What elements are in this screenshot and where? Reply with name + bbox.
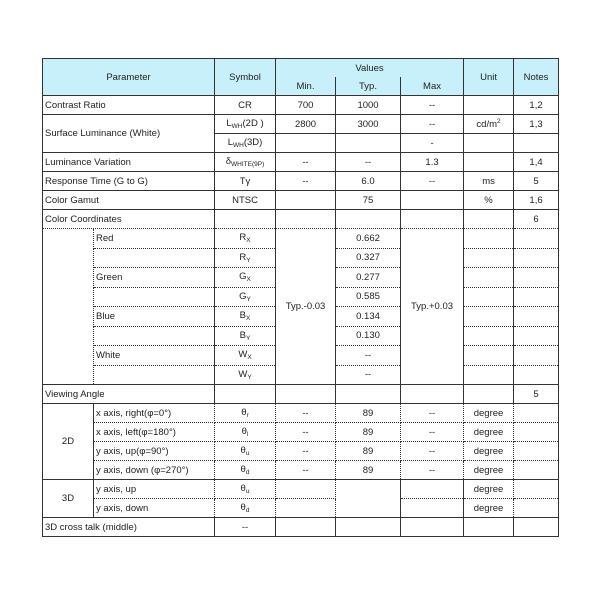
table-row-response: [43, 172, 559, 191]
unit-cell: [464, 248, 514, 268]
symbol-base: L: [226, 118, 232, 129]
symbol-cell: [215, 346, 276, 366]
symbol-cell: [215, 153, 276, 172]
label-cell: [94, 326, 215, 346]
table-row-viewing-2d: [43, 442, 559, 461]
unit-cell: [464, 518, 514, 537]
notes-cell: [514, 423, 559, 442]
symbol-base: θ: [240, 483, 246, 494]
symbol-sub: WHITE(9P): [231, 161, 265, 168]
max-cell: [401, 518, 464, 537]
notes-cell: [514, 480, 559, 499]
unit-cell: [464, 134, 514, 153]
table-row-viewing-2d: [43, 461, 559, 480]
symbol-cell: [215, 307, 276, 327]
max-cell: --: [401, 423, 464, 442]
header-unit: Unit: [464, 59, 514, 96]
label-cell: [94, 287, 215, 307]
symbol-cell: [215, 229, 276, 249]
unit-cell: degree: [464, 480, 514, 499]
min-cell: 2800: [276, 115, 336, 134]
header-parameter: Parameter: [43, 59, 215, 96]
header-typ: Typ.: [336, 77, 401, 96]
symbol-base: G: [239, 271, 247, 283]
notes-cell: 1,4: [514, 153, 559, 172]
notes-cell: [514, 307, 559, 327]
symbol-base: θ: [240, 445, 246, 456]
symbol-sub: WH: [231, 123, 243, 130]
symbol-suffix: (2D ): [242, 118, 264, 129]
param-cell: Color Gamut: [43, 191, 215, 210]
symbol-base: θ: [240, 464, 246, 475]
notes-cell: 5: [514, 385, 559, 404]
symbol-base: W: [238, 349, 248, 361]
param-cell: Contrast Ratio: [43, 96, 215, 115]
min-cell: Typ.-0.03: [276, 229, 336, 385]
notes-cell: [514, 499, 559, 518]
label-cell: Red: [94, 229, 215, 249]
symbol-cell: [215, 268, 276, 288]
label-cell: Blue: [94, 307, 215, 327]
notes-cell: 1,2: [514, 96, 559, 115]
table-row-gamut: [43, 191, 559, 210]
header-notes: Notes: [514, 59, 559, 96]
typ-cell: 75: [336, 191, 401, 210]
notes-cell: [514, 134, 559, 153]
typ-cell: 89: [336, 423, 401, 442]
typ-cell: 89: [336, 404, 401, 423]
symbol-base: B: [239, 329, 247, 341]
notes-cell: [514, 248, 559, 268]
symbol-suffix: (3D): [243, 137, 263, 148]
typ-cell: --: [336, 365, 401, 385]
min-cell: [276, 499, 336, 518]
typ-cell: 6.0: [336, 172, 401, 191]
symbol-base: δ: [225, 156, 232, 167]
symbol-sub: X: [246, 315, 251, 323]
notes-cell: [514, 287, 559, 307]
table-row-color-item: [43, 229, 559, 249]
table-row-viewing-3d: [43, 499, 559, 518]
label-cell: y axis, down: [94, 499, 215, 518]
symbol-sub: l: [246, 431, 249, 438]
max-cell: Typ.+0.03: [401, 229, 464, 385]
label-cell: y axis, up: [94, 480, 215, 499]
min-cell: 700: [276, 96, 336, 115]
unit-sup: 2: [497, 118, 501, 125]
notes-cell: 5: [514, 172, 559, 191]
symbol-cell: CR: [215, 96, 276, 115]
symbol-sub: Y: [247, 373, 252, 381]
typ-cell: [336, 385, 401, 404]
label-cell: y axis, up(φ=90°): [94, 442, 215, 461]
param-cell: 3D cross talk (middle): [43, 518, 215, 537]
param-cell: Color Coordinates: [43, 210, 215, 229]
typ-cell: 0.662: [336, 229, 401, 249]
notes-cell: [514, 442, 559, 461]
symbol-cell: [215, 461, 276, 480]
unit-cell: [464, 287, 514, 307]
header-max: Max: [401, 77, 464, 96]
label-cell: x axis, right(φ=0°): [94, 404, 215, 423]
header-row: [43, 59, 559, 78]
min-cell: [276, 134, 336, 153]
max-cell: --: [401, 96, 464, 115]
symbol-sub: u: [245, 488, 250, 495]
max-cell: [401, 499, 464, 518]
max-cell: --: [401, 115, 464, 134]
unit-cell: [464, 385, 514, 404]
symbol-base: R: [239, 251, 247, 263]
symbol-base: W: [238, 368, 248, 380]
max-cell: [401, 385, 464, 404]
symbol-sub: d: [245, 507, 250, 514]
unit-cell: [464, 268, 514, 288]
min-cell: --: [276, 153, 336, 172]
symbol-cell: [215, 404, 276, 423]
symbol-sub: Y: [246, 295, 251, 303]
unit-cell: [464, 365, 514, 385]
unit-cell: [464, 326, 514, 346]
unit-cell: [464, 307, 514, 327]
symbol-cell: [215, 326, 276, 346]
table-row-viewing-angle: [43, 385, 559, 404]
notes-cell: [514, 268, 559, 288]
typ-cell: 0.327: [336, 248, 401, 268]
unit-cell: [464, 153, 514, 172]
group-blank: [43, 229, 94, 385]
typ-cell: --: [336, 153, 401, 172]
max-cell: --: [401, 404, 464, 423]
symbol-sub: Y: [246, 334, 251, 342]
label-cell: [94, 365, 215, 385]
min-cell: --: [276, 461, 336, 480]
unit-cell: degree: [464, 404, 514, 423]
min-cell: [276, 518, 336, 537]
typ-cell: 1000: [336, 96, 401, 115]
typ-cell: 0.130: [336, 326, 401, 346]
table-row-color-coordinates: [43, 210, 559, 229]
symbol-sub: u: [245, 450, 250, 457]
unit-cell: degree: [464, 461, 514, 480]
max-cell: [401, 210, 464, 229]
unit-cell: %: [464, 191, 514, 210]
notes-cell: [514, 461, 559, 480]
min-cell: [276, 385, 336, 404]
label-cell: y axis, down (φ=270°): [94, 461, 215, 480]
header-values: Values: [276, 59, 464, 78]
specifications-table: [42, 58, 559, 537]
max-cell: --: [401, 461, 464, 480]
label-cell: [94, 248, 215, 268]
symbol-base: R: [239, 232, 247, 244]
symbol-sub: r: [246, 412, 249, 419]
symbol-base: θ: [241, 426, 247, 437]
symbol-cell: [215, 480, 276, 499]
unit-cell: degree: [464, 423, 514, 442]
notes-cell: [514, 404, 559, 423]
min-cell: --: [276, 442, 336, 461]
symbol-cell: [215, 499, 276, 518]
typ-cell: [336, 134, 401, 153]
header-min: Min.: [276, 77, 336, 96]
typ-cell: 0.277: [336, 268, 401, 288]
label-cell: Green: [94, 268, 215, 288]
symbol-cell: [215, 248, 276, 268]
max-cell: 1.3: [401, 153, 464, 172]
param-cell: Surface Luminance (White): [43, 115, 215, 153]
table-row-contrast: [43, 96, 559, 115]
max-cell: [401, 191, 464, 210]
symbol-cell: [215, 287, 276, 307]
table-row-viewing-2d: [43, 423, 559, 442]
max-cell: --: [401, 172, 464, 191]
param-cell: Response Time (G to G): [43, 172, 215, 191]
symbol-cell: NTSC: [215, 191, 276, 210]
unit-cell: [464, 115, 514, 134]
symbol-cell: [215, 115, 276, 134]
header-symbol: Symbol: [215, 59, 276, 96]
group-2d: 2D: [43, 404, 94, 480]
symbol-cell: [215, 442, 276, 461]
symbol-cell: [215, 134, 276, 153]
unit-cell: degree: [464, 499, 514, 518]
table-row-crosstalk: [43, 518, 559, 537]
unit-cell: [464, 96, 514, 115]
symbol-cell: [215, 210, 276, 229]
typ-cell: [336, 210, 401, 229]
typ-cell: [336, 480, 401, 518]
param-cell: Luminance Variation: [43, 153, 215, 172]
symbol-base: L: [227, 137, 233, 148]
min-cell: [276, 480, 336, 499]
typ-cell: --: [336, 346, 401, 366]
label-cell: White: [94, 346, 215, 366]
symbol-sub: WH: [233, 142, 244, 149]
typ-cell: 89: [336, 461, 401, 480]
unit-cell: [464, 210, 514, 229]
typ-cell: 89: [336, 442, 401, 461]
unit-cell: [464, 229, 514, 249]
min-cell: [276, 210, 336, 229]
symbol-base: θ: [241, 407, 247, 418]
unit-cell: ms: [464, 172, 514, 191]
min-cell: --: [276, 404, 336, 423]
symbol-sub: Y: [246, 256, 251, 264]
table-row-surface-2d: [43, 115, 559, 134]
symbol-cell: Tγ: [215, 172, 276, 191]
table-row-lumvar: [43, 153, 559, 172]
symbol-base: B: [239, 310, 247, 322]
max-cell: -: [401, 134, 464, 153]
notes-cell: 6: [514, 210, 559, 229]
unit-base: cd/m: [476, 119, 498, 130]
min-cell: --: [276, 172, 336, 191]
table-row-viewing-2d: [43, 404, 559, 423]
typ-cell: [336, 518, 401, 537]
symbol-sub: X: [246, 237, 251, 245]
symbol-cell: [215, 385, 276, 404]
notes-cell: [514, 346, 559, 366]
notes-cell: [514, 365, 559, 385]
min-cell: --: [276, 423, 336, 442]
typ-cell: 3000: [336, 115, 401, 134]
typ-cell: 0.585: [336, 287, 401, 307]
symbol-sub: X: [247, 354, 252, 362]
symbol-sub: d: [245, 469, 250, 476]
symbol-cell: --: [215, 518, 276, 537]
min-cell: [276, 191, 336, 210]
symbol-cell: [215, 365, 276, 385]
param-cell: Viewing Angle: [43, 385, 215, 404]
max-cell: --: [401, 442, 464, 461]
notes-cell: [514, 326, 559, 346]
label-cell: x axis, left(φ=180°): [94, 423, 215, 442]
notes-cell: [514, 518, 559, 537]
symbol-cell: [215, 423, 276, 442]
symbol-sub: X: [246, 276, 251, 284]
table-row-viewing-3d: [43, 480, 559, 499]
symbol-base: θ: [240, 502, 246, 513]
notes-cell: 1,6: [514, 191, 559, 210]
notes-cell: [514, 229, 559, 249]
typ-cell: 0.134: [336, 307, 401, 327]
symbol-base: G: [239, 290, 247, 302]
notes-cell: 1,3: [514, 115, 559, 134]
unit-cell: degree: [464, 442, 514, 461]
unit-cell: [464, 346, 514, 366]
max-cell: [401, 480, 464, 499]
group-3d: 3D: [43, 480, 94, 518]
